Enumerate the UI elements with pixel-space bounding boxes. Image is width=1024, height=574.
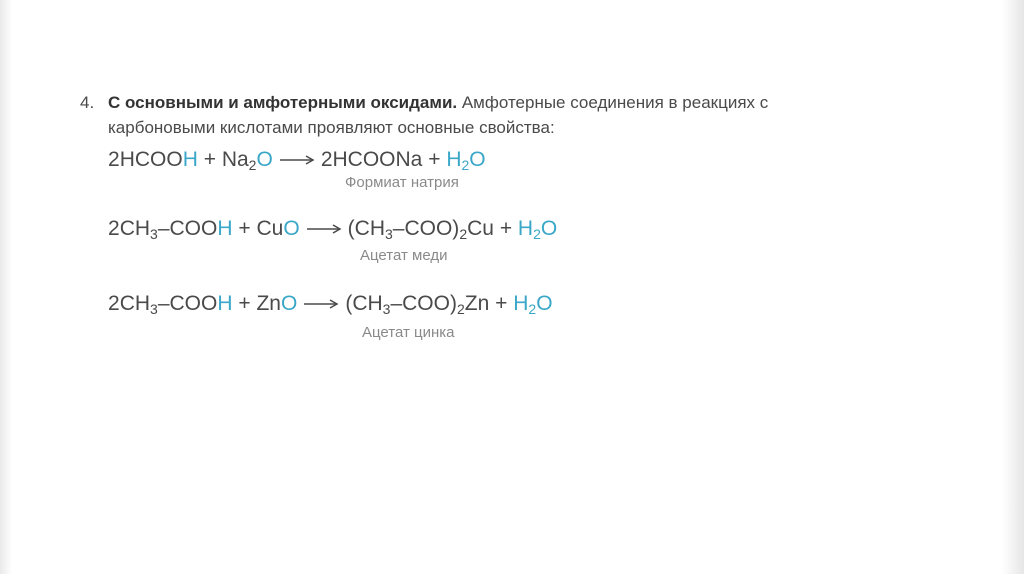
acid-hydrogen: H <box>182 148 198 171</box>
oxide-metal: Na <box>221 148 249 171</box>
plus-sign: + <box>238 292 251 315</box>
acid-subscript: 3 <box>150 301 158 317</box>
oxide-subscript: 2 <box>248 157 257 173</box>
coef: 2 <box>108 292 120 315</box>
water-oxygen: O <box>469 148 486 171</box>
item-description: Амфотерные соединения в реакциях с карбоновыми кислотами проявляют основные свойства: <box>108 93 769 137</box>
water-hydrogen: H <box>446 148 462 171</box>
plus-sign: + <box>238 217 251 240</box>
acid-ch: CH <box>119 217 151 240</box>
salt-middle: –COO) <box>390 292 457 315</box>
water-oxygen: O <box>536 292 553 315</box>
equation-formate <box>108 148 486 172</box>
plus-sign: + <box>499 217 513 240</box>
salt-subscript-3: 3 <box>385 226 393 242</box>
reaction-arrow-icon <box>279 154 315 166</box>
acid-rest: –COO <box>157 292 218 315</box>
salt-middle: –COO) <box>392 217 460 240</box>
item-heading: С основными и амфотерными оксидами. <box>108 93 458 112</box>
salt-open: (CH <box>347 217 385 240</box>
oxide-metal: Zn <box>256 292 281 315</box>
equation-zinc-acetate <box>108 292 553 316</box>
acid-ch: CH <box>119 292 151 315</box>
item-number: 4. <box>80 93 95 112</box>
salt-subscript-2: 2 <box>459 226 468 242</box>
acid-hydrogen: H <box>217 217 233 240</box>
water-subscript: 2 <box>461 157 470 173</box>
oxide-metal: Cu <box>256 217 284 240</box>
plus-sign: + <box>428 148 441 171</box>
acid-hydrogen: H <box>217 292 233 315</box>
product-coef: 2 <box>320 148 333 171</box>
list-item-4 <box>80 90 880 140</box>
water-oxygen: O <box>540 217 558 240</box>
plus-sign: + <box>203 148 216 171</box>
water-subscript: 2 <box>533 226 541 242</box>
water-hydrogen: H <box>517 217 534 240</box>
equation-copper-acetate <box>108 217 557 241</box>
right-edge-shadow <box>1002 0 1024 574</box>
salt-metal: Zn <box>464 292 490 315</box>
caption-sodium-formate: Формиат натрия <box>345 174 459 191</box>
oxide-oxygen: O <box>283 217 300 240</box>
coef: 2 <box>108 148 120 171</box>
reaction-arrow-icon <box>303 298 339 310</box>
coef: 2 <box>108 217 120 240</box>
acid-subscript: 3 <box>150 226 158 242</box>
caption-zinc-acetate: Ацетат цинка <box>362 324 455 341</box>
oxide-oxygen: O <box>256 148 273 171</box>
item-paragraph <box>108 90 880 140</box>
reaction-arrow-icon <box>306 223 342 235</box>
salt: HCOONa <box>332 148 423 171</box>
salt-subscript-3: 3 <box>382 301 391 317</box>
salt-subscript-2: 2 <box>456 301 465 317</box>
plus-sign: + <box>495 292 508 315</box>
caption-copper-acetate: Ацетат меди <box>360 247 448 264</box>
acid: HCOO <box>119 148 183 171</box>
oxide-oxygen: O <box>280 292 298 315</box>
acid-rest: –COO <box>157 217 218 240</box>
left-edge-shadow <box>0 0 12 574</box>
salt-open: (CH <box>345 292 383 315</box>
salt-metal: Cu <box>467 217 494 240</box>
water-subscript: 2 <box>528 301 537 317</box>
water-hydrogen: H <box>513 292 529 315</box>
